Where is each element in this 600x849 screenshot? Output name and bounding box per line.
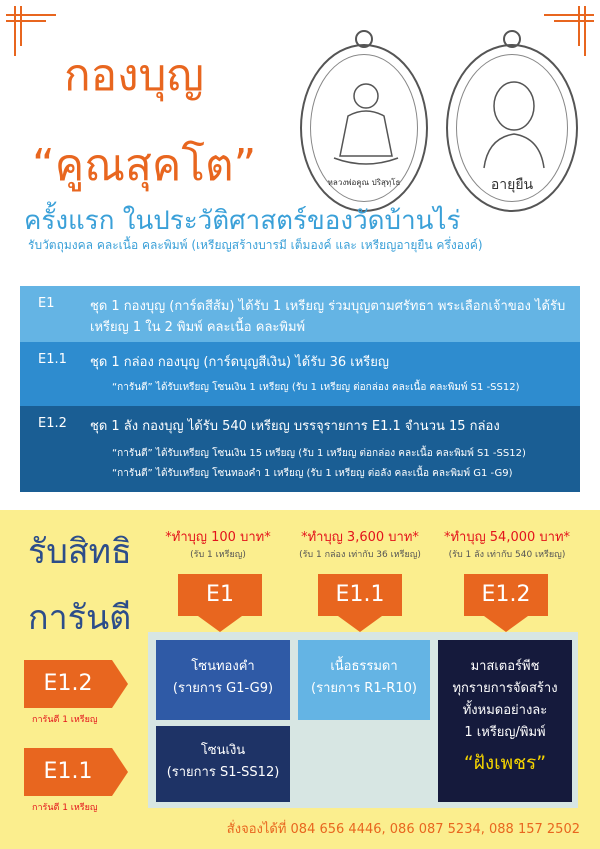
band-code: E1 [38, 296, 55, 311]
master-line: ทุกรายการจัดสร้าง [452, 681, 558, 696]
band-code: E1.1 [38, 352, 67, 367]
band-note: “การันตี” ได้รับเหรียญ โซนทองคำ 1 เหรียญ (รับ 1 เหรียญ ต่อลัง คละเนื้อ คละพิมพ์ G1 -G9) [112, 468, 513, 479]
page-subtitle: “คูณสุคโต” [32, 140, 257, 191]
zone-normal-range: (รายการ R1-R10) [311, 681, 417, 696]
arrow-down-e1 [178, 574, 262, 632]
monk-portrait-icon [474, 72, 554, 172]
band-main-text: ชุด 1 ลัง กองบุญ ได้รับ 540 เหรียญ บรรจุรายการ E1.1 จำนวน 15 กล่อง [90, 419, 500, 434]
arrow-down-e1-2 [464, 574, 548, 632]
band-note: “การันตี” ได้รับเหรียญ โซนเงิน 1 เหรียญ (รับ 1 เหรียญ ต่อกล่อง คละเนื้อ คละพิมพ์ S1 -SS12) [112, 382, 520, 393]
arrow-code: E1.1 [318, 574, 402, 616]
zone-normal-name: เนื้อธรรมดา [330, 659, 398, 674]
contact-phones: สั่งจองได้ที่ 084 656 4446, 086 087 5234, 088 157 2502 [226, 822, 580, 837]
zone-masterpiece [438, 640, 572, 802]
medal-full-body [300, 44, 428, 212]
master-line: 1 เหรียญ/พิมพ์ [464, 725, 546, 740]
zone-normal [298, 640, 430, 720]
price-e1: *ทำบุญ 100 บาท* [165, 530, 271, 545]
page-title: กองบุญ [64, 50, 204, 101]
guarantee-label: การันตี [28, 598, 132, 638]
band-main-text: ชุด 1 กล่อง กองบุญ (การ์ดบุญสีเงิน) ได้รับ 36 เหรียญ [90, 355, 389, 370]
band-main-text: ชุด 1 กองบุญ (การ์ดสีส้ม) ได้รับ 1 เหรียญ ร่วมบุญตามศรัทธา พระเลือกเจ้าของ ได้รับเหรียญ 1 ใน 2 พิมพ์ คละเนื้อ คละพิมพ์ [90, 299, 566, 335]
price-e1-2: *ทำบุญ 54,000 บาท* [443, 530, 571, 545]
headline: ครั้งแรก ในประวัติศาสตร์ของวัดบ้านไร่ [24, 206, 461, 236]
rights-label: รับสิทธิ [28, 532, 132, 572]
master-line: ทั้งหมดอย่างละ [462, 703, 548, 718]
zone-gold-name: โซนทองคำ [191, 659, 255, 674]
zone-gold-range: (รายการ G1-G9) [172, 681, 274, 696]
arrow-code: E1 [178, 574, 262, 616]
band-e1-1 [20, 342, 580, 406]
band-code: E1.2 [38, 416, 67, 431]
corner-ornament-left [0, 0, 60, 60]
arrow-code: E1.2 [464, 574, 548, 616]
master-diamond: “ฝังเพชร” [463, 752, 547, 774]
zone-gold [156, 640, 290, 720]
price-note-e1-1: (รับ 1 กล่อง เท่ากับ 36 เหรียญ) [299, 550, 421, 560]
arrow-down-e1-1 [318, 574, 402, 632]
medal-right-caption: อายุยืน [490, 177, 534, 193]
side-note: การันตี 1 เหรียญ [32, 803, 98, 813]
zone-silver [156, 726, 290, 802]
subline: รับวัตถุมงคล คละเนื้อ คละพิมพ์ (เหรียญสร้างบารมี เต็มองค์ และ เหรียญอายุยืน ครึ่งองค์) [28, 238, 483, 252]
band-e1-2 [20, 406, 580, 492]
arrow-code: E1.2 [24, 660, 112, 708]
monk-seated-icon [326, 76, 406, 172]
price-note-e1-2: (รับ 1 ลัง เท่ากับ 540 เหรียญ) [448, 550, 566, 560]
zone-silver-range: (รายการ S1-SS12) [166, 765, 280, 780]
side-note: การันตี 1 เหรียญ [32, 715, 98, 725]
price-e1-1: *ทำบุญ 3,600 บาท* [301, 530, 419, 545]
corner-ornament-right [540, 0, 600, 60]
master-line: มาสเตอร์พีช [470, 659, 540, 674]
medal-left-caption: หลวงพ่อคูณ ปริสุทฺโธ [327, 178, 401, 187]
price-note-e1: (รับ 1 เหรียญ) [190, 550, 246, 560]
band-e1 [20, 286, 580, 342]
arrow-code: E1.1 [24, 748, 112, 796]
zone-silver-name: โซนเงิน [200, 743, 246, 758]
band-note: “การันตี” ได้รับเหรียญ โซนเงิน 15 เหรียญ (รับ 1 เหรียญ ต่อกล่อง คละเนื้อ คละพิมพ์ S1 -SS12) [112, 448, 526, 459]
medal-half-body [446, 44, 578, 212]
